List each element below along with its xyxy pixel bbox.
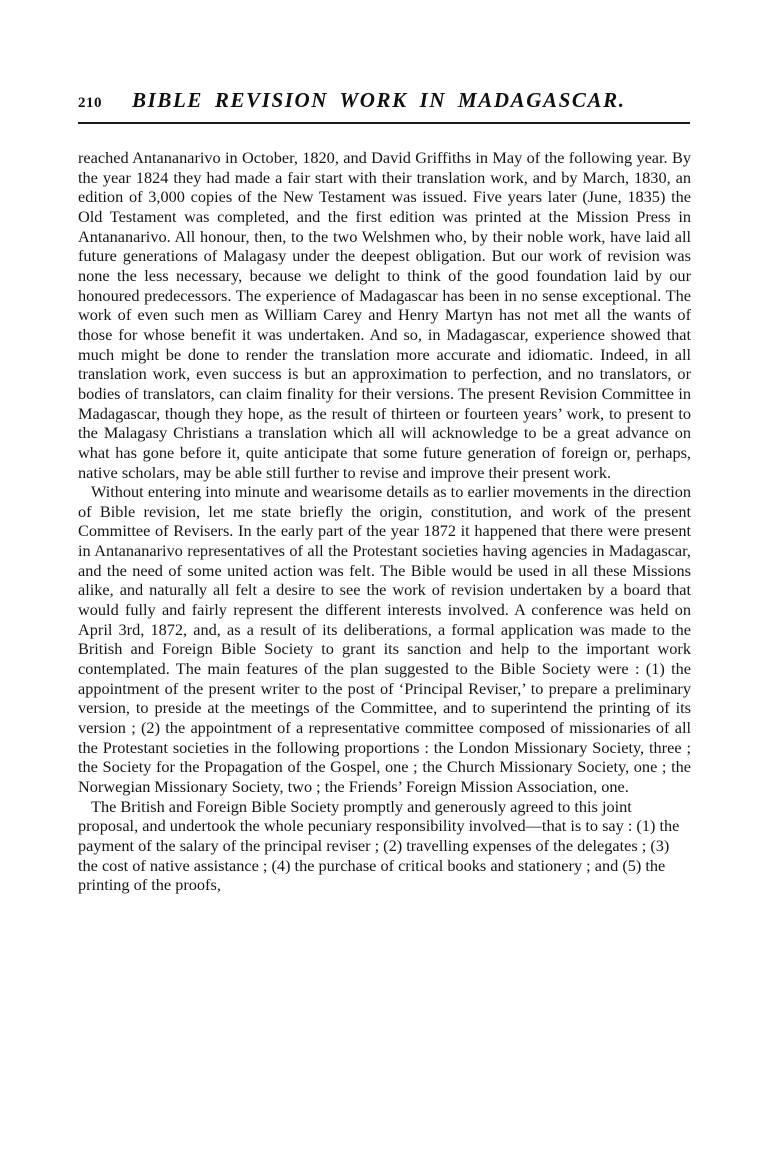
page-number: 210 <box>78 95 102 111</box>
running-title: BIBLE REVISION WORK IN MADAGASCAR. <box>132 88 626 112</box>
paragraph: The British and Foreign Bible Society promptly and generously agreed to this joint proposal, and undertook the whole pecuniary responsibility involved—that is to say : (1) the payment of the salary of the principal reviser ; (2) travelling expenses of the delegates ; (3) the cost of native assistance ; (4) the purchase of critical books and stationery ; and (5) the printing of the proofs, <box>78 796 680 895</box>
page-header <box>78 88 690 124</box>
paragraph: reached Antananarivo in October, 1820, and David Griffiths in May of the following year. By the year 1824 they had made a fair start with their translation work, and by March, 1830, an edition of 3,000 copies of the New Testament was issued. Five years later (June, 1835) the Old Testament was completed, and the first edition was printed at the Mission Press in Antananarivo. All honour, then, to the two Welshmen who, by their noble work, have laid all future generations of Malagasy under the deepest obligation. But our work of revision was none the less necessary, because we delight to think of the good foundation laid by our honoured predecessors. The experience of Madagascar has been in no sense exceptional. The work of even such men as William Carey and Henry Martyn has not met all the wants of those for whose benefit it was undertaken. And so, in Madagascar, experience showed that much might be done to render the translation more accurate and idiomatic. Indeed, in all translation work, even success is but an approximation to perfection, and no translators, or bodies of translators, can claim finality for their versions. The present Revision Committee in Madagascar, though they hope, as the result of thirteen or fourteen years’ work, to present to the Malagasy Christians a translation which all will acknowledge to be a great advance on what has gone before it, quite anticipate that some future generation of foreign or, perhaps, native scholars, may be able still further to revise and improve their present work. <box>78 148 691 482</box>
running-head <box>78 88 690 113</box>
body-text <box>78 148 691 895</box>
paragraph: Without entering into minute and wearisome details as to earlier movements in the direction of Bible revision, let me state briefly the origin, constitution, and work of the present Committee of Revisers. In the early part of the year 1872 it happened that there were present in Antananarivo representatives of all the Protestant societies having agencies in Madagascar, and the need of some united action was felt. The Bible would be used in all these Missions alike, and naturally all felt a desire to see the work of revision undertaken by a board that would fully and fairly represent the different interests involved. A conference was held on April 3rd, 1872, and, as a result of its deliberations, a formal application was made to the British and Foreign Bible Society to grant its sanction and help to the important work contemplated. The main features of the plan suggested to the Bible Society were : (1) the appointment of the present writer to the post of ‘Principal Reviser,’ to prepare a preliminary version, to preside at the meetings of the Committee, and to superintend the printing of its version ; (2) the appointment of a representative committee composed of missionaries of all the Protestant societies in the following proportions : the London Missionary Society, three ; the Society for the Propagation of the Gospel, one ; the Church Missionary Society, one ; the Norwegian Missionary Society, two ; the Friends’ Foreign Mission Association, one. <box>78 482 691 796</box>
header-rule <box>78 122 690 124</box>
